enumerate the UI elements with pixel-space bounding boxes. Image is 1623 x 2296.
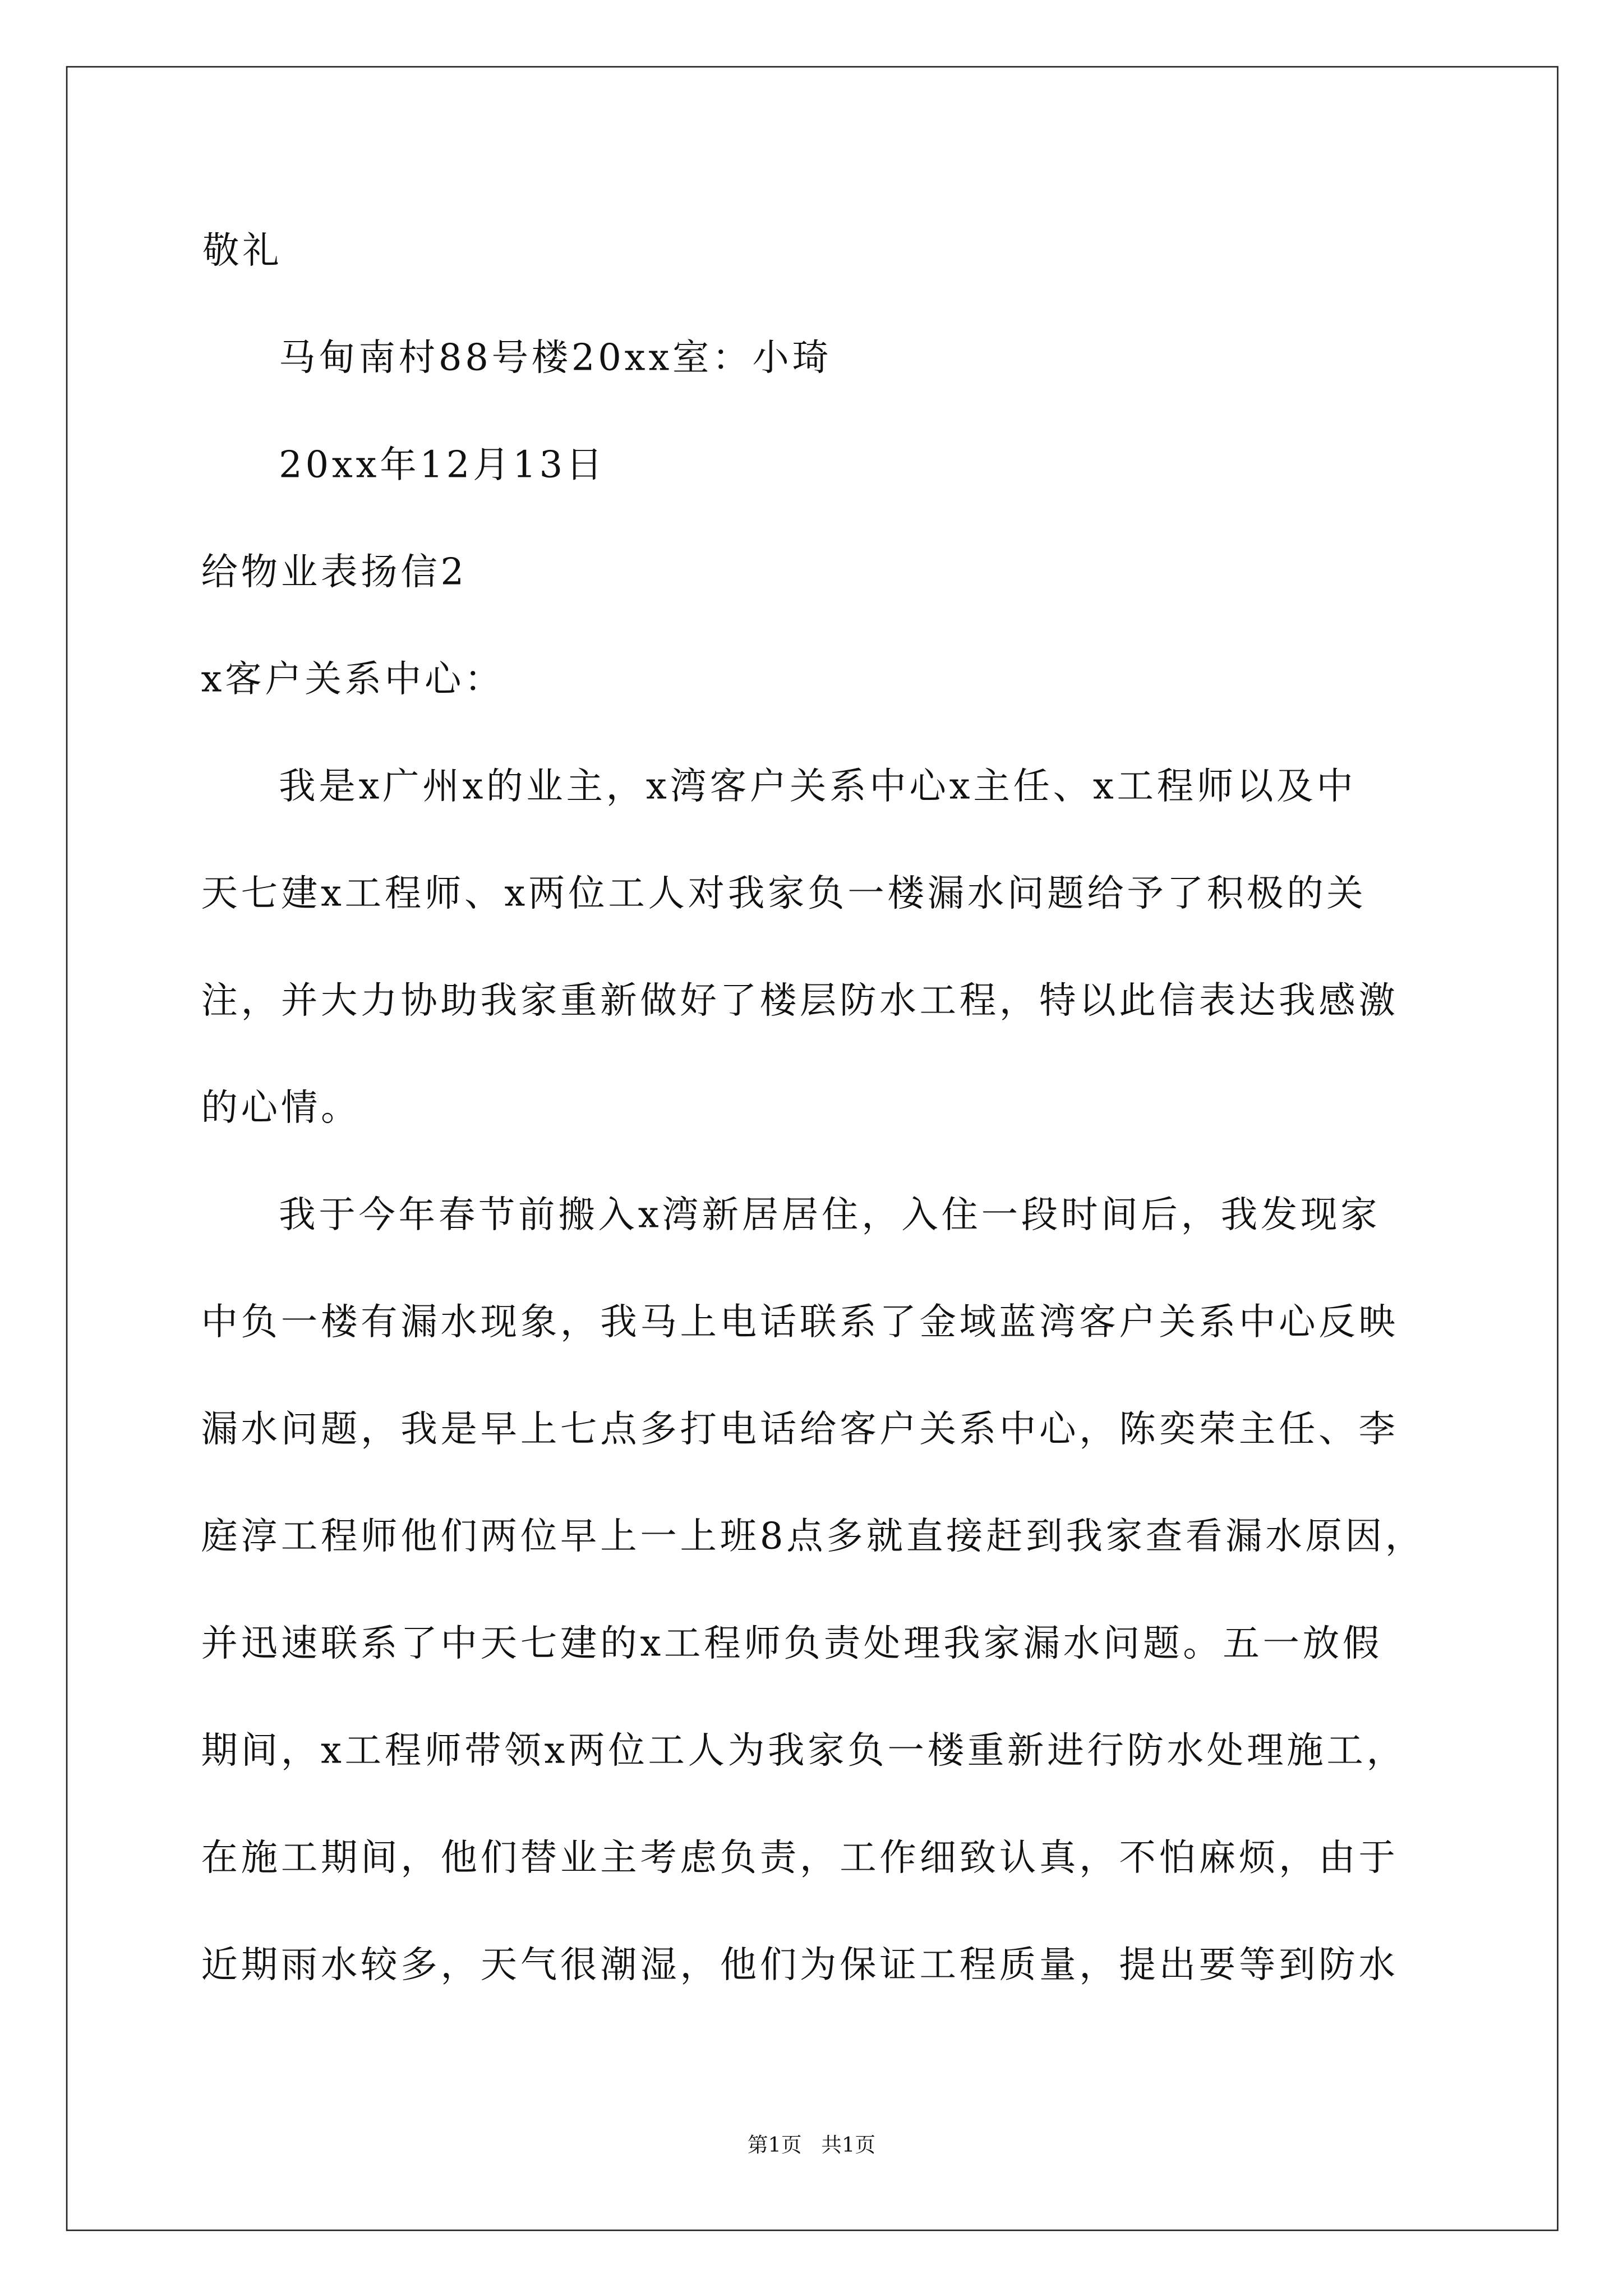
paragraph-1-line: 天七建x工程师、x两位工人对我家负一楼漏水问题给予了积极的关 [201, 872, 1367, 915]
paragraph-1-line: 注，并大力协助我家重新做好了楼层防水工程，特以此信表达我感激 [201, 979, 1399, 1022]
date-line: 20xx年12月13日 [279, 443, 606, 486]
page-number: 第1页 共1页 [747, 2134, 876, 2158]
paragraph-1-line: 的心情。 [201, 1086, 361, 1129]
salutation: x客户关系中心： [201, 657, 505, 701]
paragraph-2-line: 在施工期间，他们替业主考虑负责，工作细致认真，不怕麻烦，由于 [201, 1836, 1399, 1879]
paragraph-2-line: 并迅速联系了中天七建的x工程师负责处理我家漏水问题。五一放假 [201, 1622, 1383, 1665]
paragraph-2-line: 期间，x工程师带领x两位工人为我家负一楼重新进行防水处理施工， [201, 1729, 1407, 1772]
letter-heading: 给物业表扬信2 [201, 550, 467, 593]
page-border [66, 66, 1559, 2231]
closing-line: 敬礼 [202, 229, 283, 272]
paragraph-2-line: 庭淳工程师他们两位早上一上班8点多就直接赶到我家查看漏水原因， [201, 1515, 1426, 1558]
paragraph-2-line: 漏水问题，我是早上七点多打电话给客户关系中心，陈奕荣主任、李 [201, 1407, 1399, 1451]
paragraph-2-line: 我于今年春节前搬入x湾新居居住，入住一段时间后，我发现家 [279, 1193, 1381, 1236]
paragraph-2-line: 中负一楼有漏水现象，我马上电话联系了金域蓝湾客户关系中心反映 [201, 1300, 1399, 1343]
sender-line: 马甸南村88号楼20xx室：小琦 [279, 336, 832, 379]
paragraph-1-line: 我是x广州x的业主，x湾客户关系中心x主任、x工程师以及中 [279, 765, 1357, 808]
paragraph-2-line: 近期雨水较多，天气很潮湿，他们为保证工程质量，提出要等到防水 [201, 1943, 1399, 1986]
